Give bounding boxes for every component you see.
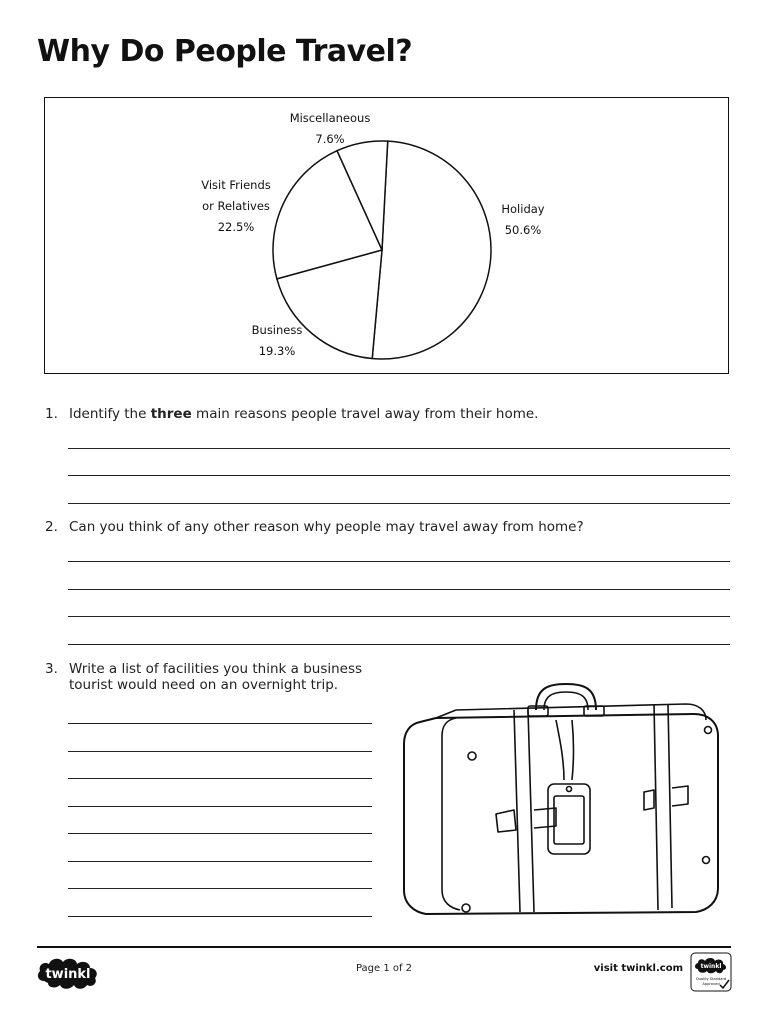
- question-1-number: 1.: [45, 406, 58, 422]
- pie-label-business: Business: [251, 323, 303, 337]
- answer-line-3-2[interactable]: [68, 751, 372, 752]
- pie-chart-panel: [44, 97, 729, 374]
- answer-line-2-3[interactable]: [68, 616, 730, 617]
- page-title: Why Do People Travel?: [37, 34, 413, 69]
- answer-line-1-3[interactable]: [68, 503, 730, 504]
- pie-value-business: 19.3%: [258, 344, 296, 358]
- answer-line-3-3[interactable]: [68, 778, 372, 779]
- question-3: [45, 661, 369, 693]
- badge-brand: twinkl: [700, 963, 722, 970]
- question-3-line-1: Write a list of facilities you think a business: [69, 661, 363, 677]
- question-3-line-2: tourist would need on an overnight trip.: [69, 677, 339, 693]
- question-3-number: 3.: [45, 661, 58, 677]
- answer-line-3-1[interactable]: [68, 723, 372, 724]
- question-2-text: Can you think of any other reason why people may travel away from home?: [69, 519, 584, 535]
- answer-line-2-2[interactable]: [68, 589, 730, 590]
- pie-chart: [45, 98, 730, 375]
- answer-line-3-7[interactable]: [68, 888, 372, 889]
- badge-line-2: Approved: [702, 982, 720, 986]
- logo-text: twinkl: [45, 967, 91, 982]
- question-1-text-before: Identify the: [69, 406, 151, 422]
- pie-value-miscellaneous: 7.6%: [315, 132, 345, 146]
- answer-line-1-1[interactable]: [68, 448, 730, 449]
- badge-line-1: Quality Standard: [695, 977, 727, 981]
- answer-line-1-2[interactable]: [68, 475, 730, 476]
- quality-badge: [690, 952, 732, 992]
- question-1-bold: three: [150, 406, 192, 422]
- question-2: [45, 519, 709, 535]
- answer-line-3-4[interactable]: [68, 806, 372, 807]
- answer-line-3-6[interactable]: [68, 861, 372, 862]
- footer-divider: [37, 946, 731, 948]
- question-1: [45, 406, 709, 422]
- pie-label-visit-friends-or-relatives: or Relatives: [202, 199, 270, 213]
- page-number: Page 1 of 2: [355, 963, 413, 974]
- pie-label-visit-friends-or-relatives: Visit Friends: [201, 178, 271, 192]
- suitcase-illustration: [396, 680, 728, 930]
- answer-line-3-5[interactable]: [68, 833, 372, 834]
- pie-slice-holiday: [372, 141, 491, 359]
- pie-value-visit-friends-or-relatives: 22.5%: [217, 220, 255, 234]
- pie-label-miscellaneous: Miscellaneous: [289, 111, 371, 125]
- answer-line-2-1[interactable]: [68, 561, 730, 562]
- pie-value-holiday: 50.6%: [504, 223, 542, 237]
- visit-link[interactable]: visit twinkl.com: [593, 963, 683, 974]
- answer-line-3-8[interactable]: [68, 916, 372, 917]
- answer-line-2-4[interactable]: [68, 644, 730, 645]
- question-2-number: 2.: [45, 519, 58, 535]
- question-1-text-after: main reasons people travel away from their home.: [191, 406, 539, 422]
- pie-label-holiday: Holiday: [501, 202, 545, 216]
